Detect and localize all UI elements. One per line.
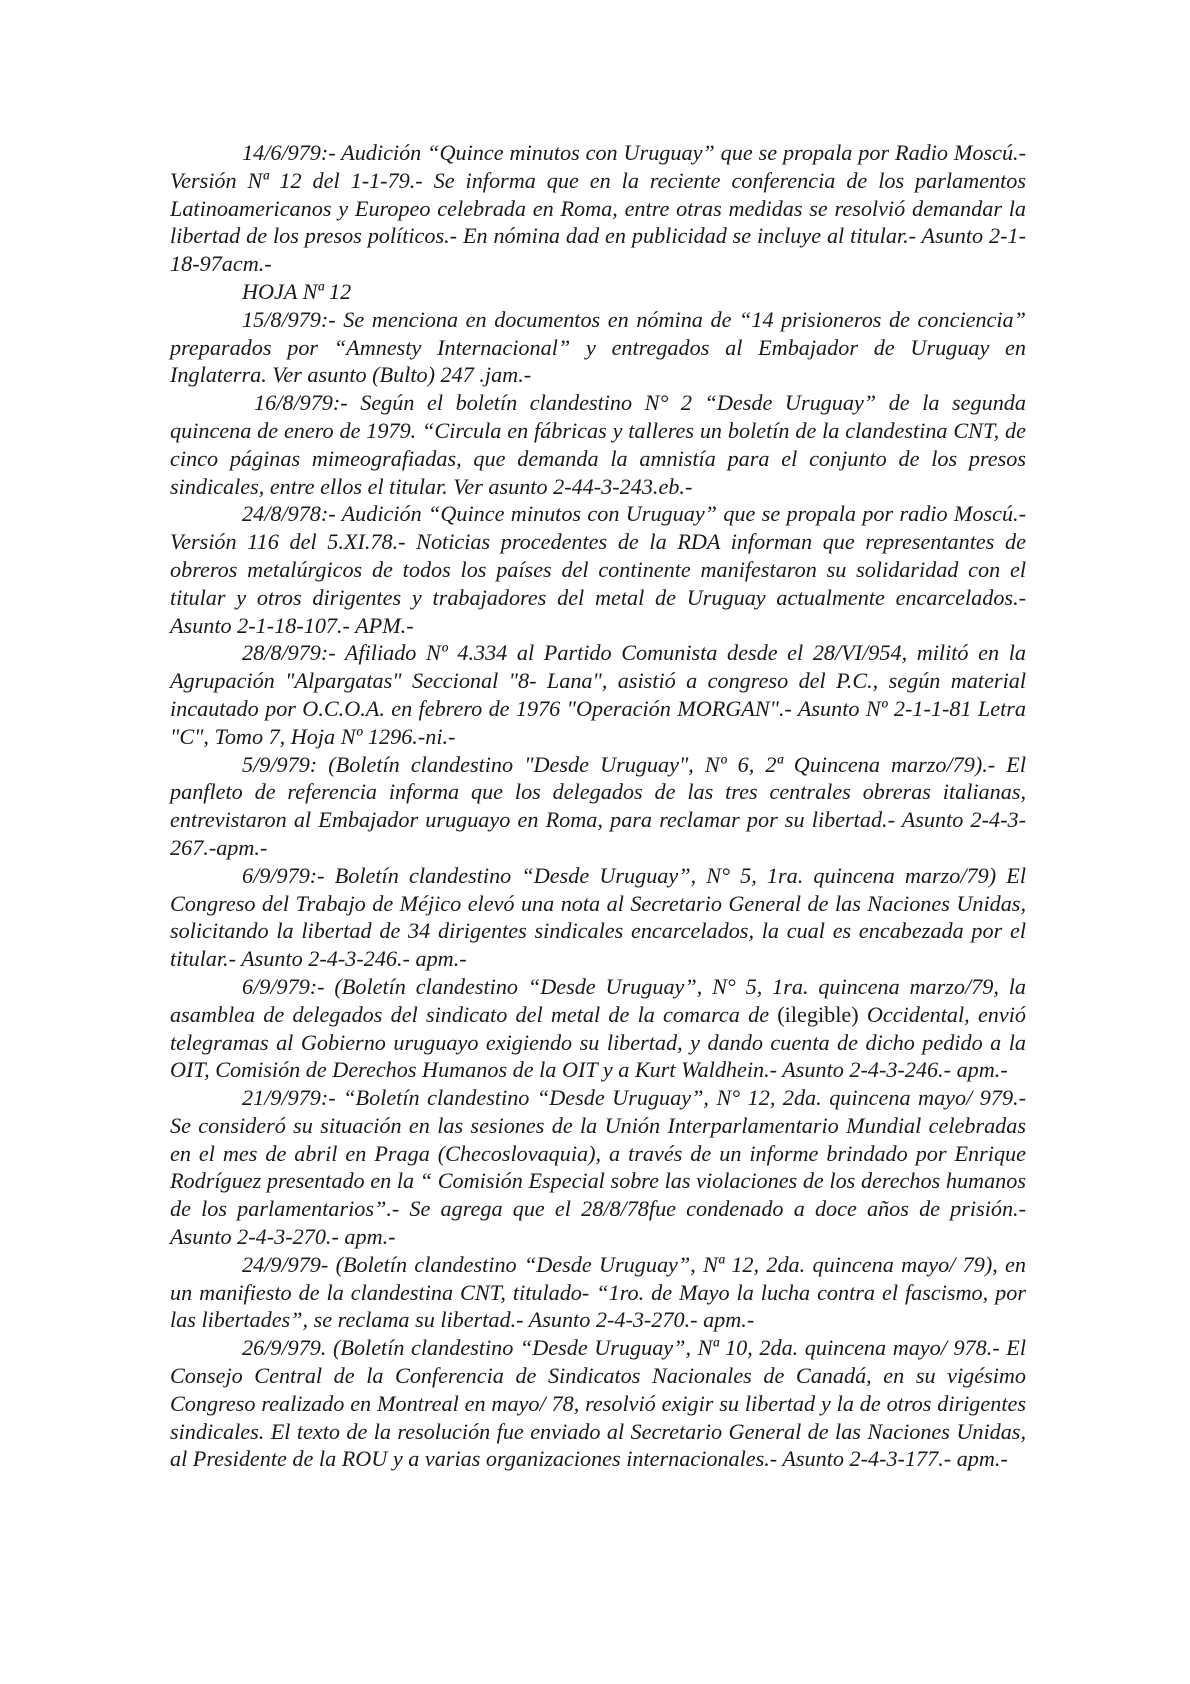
illegible-note: (ilegible) [777,1001,859,1027]
entry-paragraph-21-9-979: 21/9/979:- “Boletín clandestino “Desde Uruguay”, N° 12, 2da. quincena mayo/ 979.- Se consideró su situación en las sesiones de la Unión Interparlamentario Mundial celebradas en el mes de abril en Praga (Checoslovaquia), a través de un informe brindado por Enrique Rodríguez presentado en la “ Comisión Especial sobre las violaciones de los derechos humanos de los parlamentarios”.- Se agrega que el 28/8/78fue condenado a doce años de prisión.- Asunto 2-4-3-270.- apm.- [170,1085,1026,1250]
entry-paragraph-6-9-979-b [170,973,1026,1084]
entry-paragraph-5-9-979: 5/9/979: (Boletín clandestino "Desde Uruguay", Nº 6, 2ª Quincena marzo/79).- El panfleto de referencia informa que los delegados de las tres centrales obreras italianas, entrevistaron al Embajador uruguayo en Roma, para reclamar por su libertad.- Asunto 2-4-3-267.-apm.- [170,751,1026,860]
entry-paragraph-6-9-979-a: 6/9/979:- Boletín clandestino “Desde Uruguay”, N° 5, 1ra. quincena marzo/79) El Congreso del Trabajo de Méjico elevó una nota al Secretario General de las Naciones Unidas, solicitando la libertad de 34 dirigentes sindicales encarcelados, la cual es encabezada por el titular.- Asunto 2-4-3-246.- apm.- [170,862,1026,972]
entry-paragraph-28-8-979: 28/8/979:- Afiliado Nº 4.334 al Partido Comunista desde el 28/VI/954, militó en la Agrupación "Alpargatas" Seccional "8- Lana", asistió a congreso del P.C., según material incautado por O.C.O.A. en febrero de 1976 "Operación MORGAN".- Asunto Nº 2-1-1-81 Letra "C", Tomo 7, Hoja Nº 1296.-ni.- [170,640,1026,749]
document-page [170,139,1026,1473]
entry-paragraph-16-8-979: 16/8/979:- Según el boletín clandestino N° 2 “Desde Uruguay” de la segunda quincena de enero de 1979. “Circula en fábricas y talleres un boletín de la clandestina CNT, de cinco páginas mimeografiadas, que demanda la amnistía para el conjunto de los presos sindicales, entre ellos el titular. Ver asunto 2-44-3-243.eb.- [170,390,1026,499]
entry-paragraph-24-8-978: 24/8/978:- Audición “Quince minutos con Uruguay” que se propala por radio Moscú.- Versión 116 del 5.XI.78.- Noticias procedentes de la RDA informan que representantes de obreros metalúrgicos de todos los países del continente manifestaron su solidaridad con el titular y otros dirigentes y trabajadores del metal de Uruguay actualmente encarcelados.- Asunto 2-1-18-107.- APM.- [170,501,1026,638]
entry-text-after: Occidental, envió telegramas al Gobierno uruguayo exigiendo su libertad, y dando cuenta de dicho pedido a la OIT, Comisión de Derechos Humanos de la OIT y a Kurt Waldhein.- Asunto 2-4-3-246.- apm.- [170,1001,1027,1083]
page-heading-hoja-12: HOJA Nª 12 [242,278,352,304]
entry-text-before: 6/9/979:- (Boletín clandestino “Desde Uruguay”, N° 5, 1ra. quincena marzo/79, la asamblea de delegados del sindicato del metal de la comarca de [170,973,1026,1027]
entry-paragraph-14-6-979: 14/6/979:- Audición “Quince minutos con Uruguay” que se propala por Radio Moscú.- Versión Nª 12 del 1-1-79.- Se informa que en la reciente conferencia de los parlamentos Latinoamericanos y Europeo celebrada en Roma, entre otras medidas se resolvió demandar la libertad de los presos políticos.- En nómina dad en publicidad se incluye al titular.- Asunto 2-1-18-97acm.- [170,140,1026,277]
entry-paragraph-15-8-979: 15/8/979:- Se menciona en documentos en nómina de “14 prisioneros de conciencia” preparados por “Amnesty Internacional” y entregados al Embajador de Uruguay en Inglaterra. Ver asunto (Bulto) 247 .jam.- [170,306,1026,388]
entry-paragraph-24-9-979: 24/9/979- (Boletín clandestino “Desde Uruguay”, Nª 12, 2da. quincena mayo/ 79), en un manifiesto de la clandestina CNT, titulado- “1ro. de Mayo la lucha contra el fascismo, por las libertades”, se reclama su libertad.- Asunto 2-4-3-270.- apm.- [170,1251,1026,1333]
entry-paragraph-26-9-979: 26/9/979. (Boletín clandestino “Desde Uruguay”, Nª 10, 2da. quincena mayo/ 978.- El Consejo Central de la Conferencia de Sindicatos Nacionales de Canadá, en su vigésimo Congreso realizado en Montreal en mayo/ 78, resolvió exigir su libertad y la de otros dirigentes sindicales. El texto de la resolución fue enviado al Secretario General de las Naciones Unidas, al Presidente de la ROU y a varias organizaciones internacionales.- Asunto 2-4-3-177.- apm.- [170,1335,1026,1472]
